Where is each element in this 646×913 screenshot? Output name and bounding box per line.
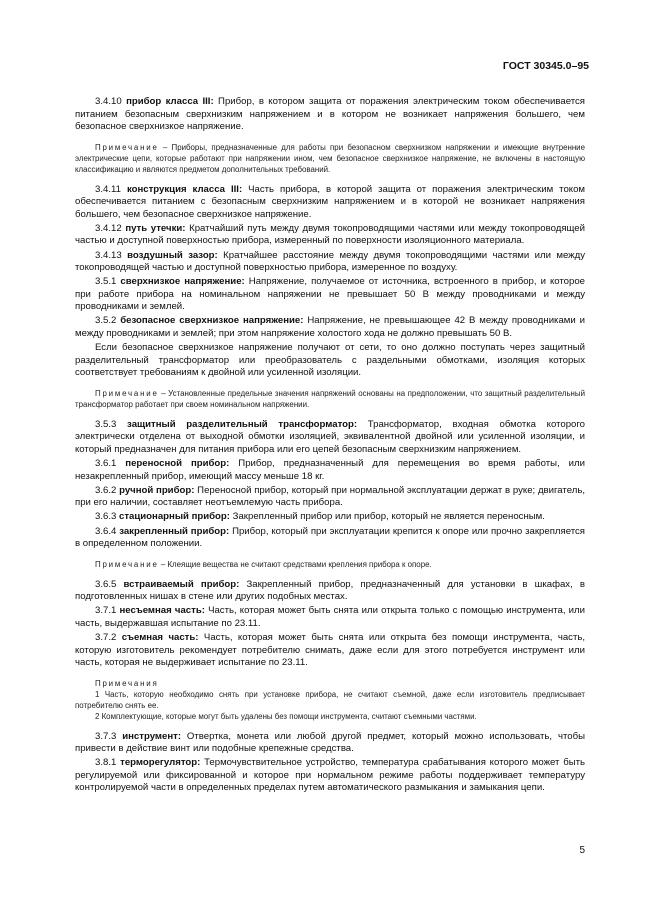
note-paragraph xyxy=(75,142,585,175)
definition-text: Закрепленный прибор или прибор, который не является переносным. xyxy=(232,511,545,523)
clause-number: 3.6.4 xyxy=(95,525,117,537)
defined-term: сверхнизкое напряжение: xyxy=(120,276,245,288)
clause-number: 3.7.1 xyxy=(95,605,117,617)
clause-number: 3.6.5 xyxy=(95,578,117,590)
definition-text: Часть прибора, в которой защита от поражения электрическим током обеспечивается питанием с безопасным сверхнизким напряжением и в которой не возникает напряжения большего, чем безопасное сверхнизкое напряжение. xyxy=(75,183,586,220)
definition-text: Переносной прибор, который при нормальной эксплуатации держат в руке; двигатель, при его наличии, составляет неотъемлемую часть прибора. xyxy=(75,484,585,509)
definition-paragraph xyxy=(75,485,585,510)
definition-text: Если безопасное сверхнизкое напряжение получают от сети, то оно должно поступать через защитный разделительный трансформатор или преобразователь с раздельными обмотками, изоляция которых соответствует требованиям к двойной или усиленной изоляции. xyxy=(75,342,585,379)
document-header: ГОСТ 30345.0–95 xyxy=(502,60,589,72)
defined-term: безопасное сверхнизкое напряжение: xyxy=(120,315,304,327)
clause-number: 3.6.3 xyxy=(95,511,117,523)
definition-paragraph xyxy=(75,419,585,457)
clause-number: 3.7.3 xyxy=(95,730,117,742)
definition-paragraph xyxy=(75,276,585,314)
defined-term: встраиваемый прибор: xyxy=(123,578,240,590)
clause-number: 3.6.1 xyxy=(95,458,117,470)
definition-paragraph xyxy=(75,458,585,483)
note-paragraph xyxy=(75,388,585,410)
clause-number: 3.8.1 xyxy=(95,757,117,769)
definition-paragraph xyxy=(75,342,585,380)
clause-number: 3.5.2 xyxy=(95,315,117,327)
clause-number: 3.4.13 xyxy=(95,249,122,261)
note-paragraph xyxy=(75,559,585,570)
definition-text: Кратчайшее расстояние между двумя токопроводящими частями или между токопроводящей частью и доступной поверхностью прибора, измеренное по воздуху. xyxy=(75,249,585,274)
clause-number: 3.4.11 xyxy=(95,183,121,195)
definition-text: Термочувствительное устройство, температура срабатывания которого может быть регулируемой или фиксированной и которое при нормальном режиме работы поддерживает температуру контролируемой части в определенных пределах путем автоматического размыкания и замыкания цепи. xyxy=(75,757,586,794)
defined-term: ручной прибор: xyxy=(119,484,195,496)
defined-term: съемная часть: xyxy=(121,632,199,644)
document-body xyxy=(75,96,585,797)
definition-text: Прибор, который при эксплуатации крепится к опоре или прочно закрепляется в определенном положении. xyxy=(75,525,585,550)
clause-number: 3.4.10 xyxy=(95,96,122,107)
clause-number: 3.5.3 xyxy=(95,418,117,430)
definition-text: Напряжение, получаемое от источника, встроенного в прибор, и которое при работе прибора на номинальном напряжении не превышает 50 В между проводниками и между проводниками и землей. xyxy=(75,276,586,313)
definition-paragraph xyxy=(75,579,585,604)
definition-paragraph xyxy=(75,632,585,670)
clause-number: 3.7.2 xyxy=(95,632,117,644)
clause-number: 3.5.1 xyxy=(95,276,117,288)
page-number: 5 xyxy=(579,845,585,856)
defined-term: воздушный зазор: xyxy=(127,249,218,261)
defined-term: инструмент: xyxy=(122,730,182,742)
definition-paragraph xyxy=(75,184,585,222)
note-block xyxy=(75,142,585,175)
note-block xyxy=(75,559,585,570)
defined-term: терморегулятор: xyxy=(120,757,201,769)
defined-term: конструкция класса III: xyxy=(126,183,243,195)
definition-text: Трансформатор, входная обмотка которого электрически отделена от выходной обмотки изоляцией, эквивалентной двойной или усиленной изоляции, и который предназначен для питания прибора или его цепей безопасным сверхнизким напряжением. xyxy=(75,418,586,455)
definition-paragraph xyxy=(75,511,585,524)
defined-term: несъемная часть: xyxy=(119,605,205,617)
note-item: 1 Часть, которую необходимо снять при установке прибора, не считают съемной, даже если изготовитель предписывает потребителю снять ее. xyxy=(75,689,585,710)
definition-paragraph xyxy=(75,223,585,248)
defined-term: переносной прибор: xyxy=(125,458,230,470)
definition-paragraph xyxy=(75,315,585,340)
definition-text: Прибор, предназначенный для перемещения во время работы, или незакрепленный прибор, имеющий массу меньше 18 кг. xyxy=(75,458,585,482)
note-label: Примечание xyxy=(95,142,159,152)
definition-paragraph xyxy=(75,757,585,795)
defined-term: путь утечки: xyxy=(125,222,186,234)
clause-number: 3.6.2 xyxy=(95,484,117,496)
notes-label: Примечания xyxy=(95,678,159,688)
definition-paragraph xyxy=(75,96,585,134)
note-label: Примечание xyxy=(95,388,159,398)
note-text: – Приборы, предназначенные для работы при безопасном сверхнизком напряжении и имеющие внутренние электрические цепи, которые работают при напряжении ином, чем безопасное сверхнизкое напряжение, не включены в настоящую классификацию и являются предметом дополнительных требований. xyxy=(75,142,585,174)
note-text: – Установленные предельные значения напряжений основаны на предположении, что защитный разделительный трансформатор работает при своем номинальном напряжении. xyxy=(75,388,585,409)
defined-term: стационарный прибор: xyxy=(119,511,230,523)
clause-number: 3.4.12 xyxy=(95,222,122,234)
definition-text: Закрепленный прибор, предназначенный для установки в шкафах, в подготовленных нишах в стене или других подобных местах. xyxy=(75,578,585,603)
note-text: – Клеящие вещества не считают средствами крепления прибора к опоре. xyxy=(160,559,432,569)
defined-term: защитный разделительный трансформатор: xyxy=(127,418,358,430)
definition-text: Напряжение, не превышающее 42 В между проводниками и между проводниками и землей; при этом напряжение холостого хода не должно превышать 50 В. xyxy=(75,315,585,340)
note-block xyxy=(75,388,585,410)
notes-block xyxy=(75,678,585,722)
definition-text: Отвертка, монета или любой другой предмет, который можно использовать, чтобы привести в действие винт или подобные крепежные средства. xyxy=(75,730,585,755)
definition-text: Прибор, в котором защита от поражения электрическим током обеспечивается питанием безопасным сверхнизким напряжением и в котором не возникает напряжения большего, чем безопасное сверхнизкое напряжение. xyxy=(75,96,585,133)
definition-text: Часть, которая может быть снята или открыта только с помощью инструмента, или часть, выдержавшая испытание по 23.11. xyxy=(75,605,585,629)
definition-paragraph xyxy=(75,605,585,630)
defined-term: прибор класса III: xyxy=(126,96,214,107)
definition-text: Кратчайший путь между двумя токопроводящими частями или между токопроводящей частью и доступной поверхностью прибора, измеренный по поверхности изоляционного материала. xyxy=(75,222,585,247)
note-item: 2 Комплектующие, которые могут быть удалены без помощи инструмента, считают съемными частями. xyxy=(95,711,477,721)
note-label: Примечание xyxy=(95,559,159,569)
definition-paragraph xyxy=(75,731,585,756)
definition-text: Часть, которая может быть снята или открыта без помощи инструмента, часть, которую изготовитель рекомендует потребителю снимать, даже если для этого потребуется инструмент или часть, которая не выдерживает испытание по 23.11. xyxy=(75,632,586,669)
definition-paragraph xyxy=(75,526,585,551)
notes-heading xyxy=(75,678,585,689)
definition-paragraph xyxy=(75,250,585,275)
defined-term: закрепленный прибор: xyxy=(119,525,230,537)
